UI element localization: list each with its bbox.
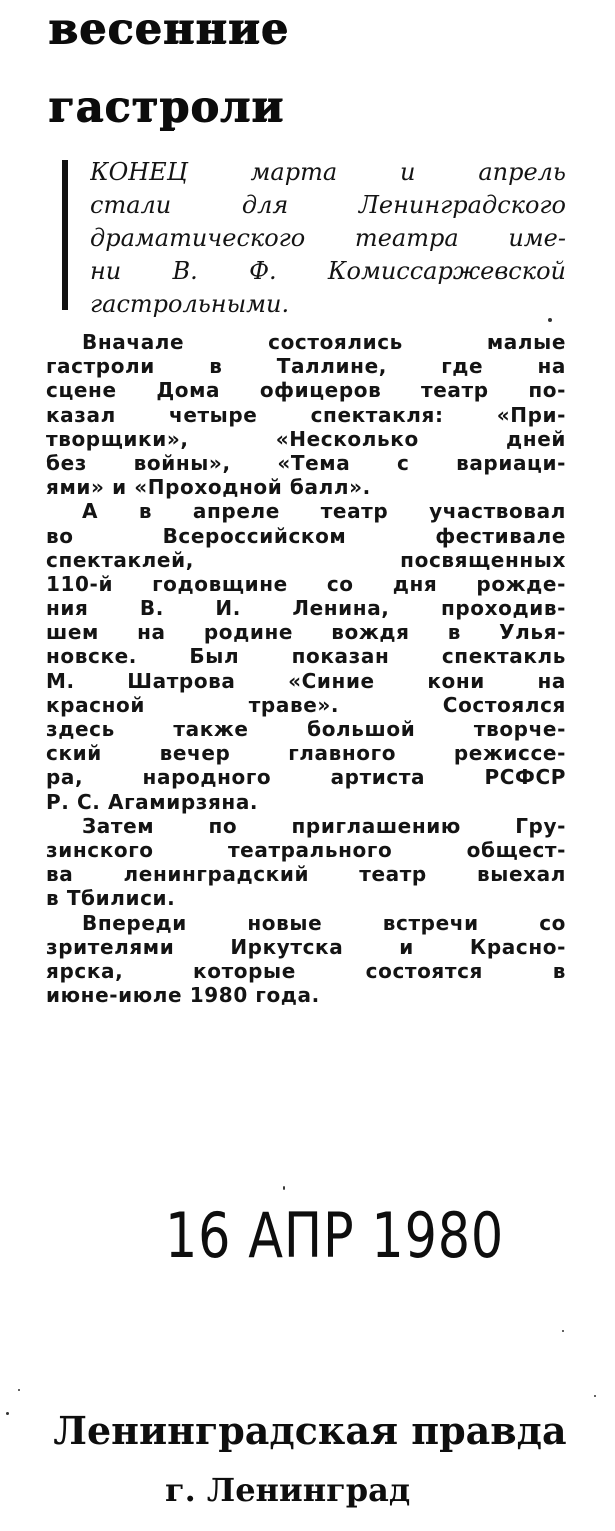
body-line: Вначале состоялись малые — [82, 330, 566, 354]
headline-line-1: весенние — [48, 4, 289, 54]
body-line: ярска, которые состоятся в — [46, 958, 566, 983]
headline-line-2: гастроли — [48, 82, 284, 132]
body-line: Р. С. Агамирзяна. — [46, 789, 259, 814]
print-speck — [562, 1330, 564, 1332]
newspaper-city: г. Ленинград — [165, 1471, 411, 1509]
body-line: М. Шатрова «Синие кони на — [46, 668, 566, 693]
body-line: творщики», «Несколько дней — [46, 426, 566, 451]
body-line: спектаклей, посвященных — [46, 547, 566, 572]
article-body — [46, 330, 566, 1007]
body-line: гастроли в Таллине, где на — [46, 354, 566, 379]
body-line: ния В. И. Ленина, проходив- — [46, 596, 566, 621]
body-line: во Всероссийском фестивале — [46, 523, 566, 548]
print-speck — [6, 1412, 9, 1415]
lead-rule — [62, 160, 68, 310]
body-line: ва ленинградский театр выехал — [46, 862, 566, 887]
lead-line: драматического театра име- — [90, 224, 566, 252]
body-line: зинского театрального общест- — [46, 837, 566, 862]
body-line: здесь также большой творче- — [46, 717, 566, 741]
date-stamp: 16 АПР 1980 — [165, 1199, 505, 1272]
print-speck — [594, 1395, 596, 1397]
newspaper-name: Ленинградская правда — [53, 1408, 567, 1453]
body-line: без войны», «Тема с вариаци- — [46, 450, 566, 475]
body-line: зрителями Иркутска и Красно- — [46, 934, 566, 959]
body-line: Затем по приглашению Гру- — [82, 813, 566, 838]
body-line: новске. Был показан спектакль — [46, 644, 566, 669]
lead-line: гастрольными. — [90, 290, 290, 318]
body-line: казал четыре спектакля: «При- — [46, 402, 566, 427]
body-line: Впереди новые встречи со — [82, 910, 566, 935]
print-speck — [548, 318, 552, 322]
body-line: ра, народного артиста РСФСР — [46, 765, 566, 790]
body-line: ями» и «Проходной балл». — [46, 475, 371, 500]
lead-line: стали для Ленинградского — [90, 191, 566, 219]
print-speck — [283, 1186, 285, 1190]
lead-paragraph — [90, 156, 566, 321]
body-line: 110-й годовщине со дня рожде- — [46, 571, 566, 596]
body-line: июне-июле 1980 года. — [46, 983, 320, 1008]
lead-line: ни В. Ф. Комиссаржевской — [90, 257, 566, 285]
body-line: в Тбилиси. — [46, 886, 176, 911]
lead-line: КОНЕЦ марта и апрель — [90, 158, 566, 186]
body-line: шем на родине вождя в Улья- — [46, 620, 566, 645]
body-line: ский вечер главного режиссе- — [46, 741, 566, 766]
body-line: красной траве». Состоялся — [46, 692, 566, 717]
print-speck — [18, 1389, 20, 1391]
body-line: сцене Дома офицеров театр по- — [46, 378, 566, 403]
body-line: А в апреле театр участвовал — [82, 499, 566, 524]
